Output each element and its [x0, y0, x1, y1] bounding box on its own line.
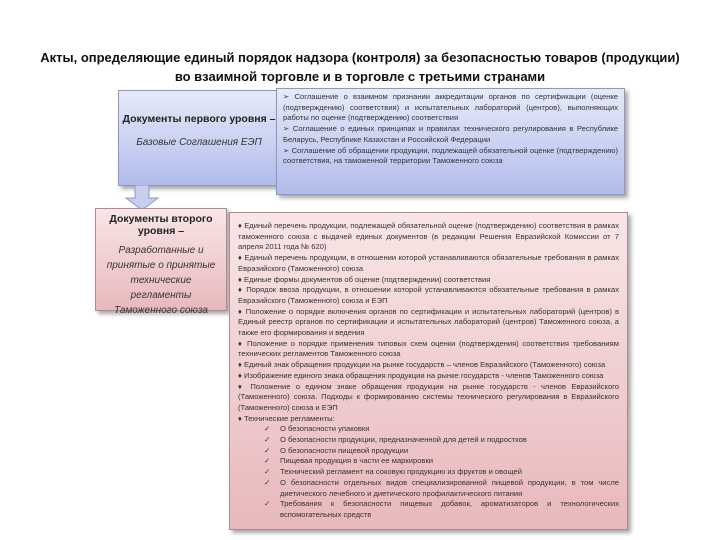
level1-agreements-box	[276, 88, 625, 195]
document-item: ♦ Технические регламенты:	[238, 413, 335, 423]
document-item: ♦ Положение о порядке включения органов по сертификации и испытательных лабораторий (центров) в Единый реестр органов по сертификации и испытательных лабораторий (центров) Таможенного союза, а также его формирования и ведения	[238, 306, 619, 338]
regulation-item: ✓ О безопасности пищевой продукции	[264, 446, 619, 457]
level2-heading: Документы второго уровня –	[109, 213, 213, 237]
document-item: ♦ Положение о едином знаке обращения продукции на рынке государств - членов Евразийского (Таможенного) союза. Подходы к формированию системы технического регулирования в Евразийского (Таможенного) союза и ЕЭП	[238, 381, 619, 412]
document-item: ♦ Единый знак обращения продукции на рынке государств – членов Евразийского (Таможенного) союза	[238, 360, 606, 370]
regulation-item: ✓ О безопасности отдельных видов специализированной пищевой продукции, в том числе диетического лечебного и диетического профилактического питания	[264, 478, 619, 499]
regulation-item: ✓ Требования к безопасности пищевых добавок, ароматизаторов и технологических вспомогательных средств	[264, 499, 619, 520]
regulation-item: ✓ Технический регламент на соковую продукцию из фруктов и овощей	[264, 467, 619, 478]
document-item: ♦ Единый перечень продукции, подлежащей обязательной оценке (подтверждению) соответствия в рамках таможенного союза с выдачей единых документов (в редакции Решения Евразийской Комиссии от 7 апреля 2011 года № 620)	[238, 221, 619, 252]
level2-subtitle: Разработанные и принятые о принятые технические регламенты Таможенного союза	[106, 245, 216, 316]
regulation-item: ✓ О безопасности продукции, предназначенной для детей и подростков	[264, 435, 619, 446]
regulation-item: ✓ Пищевая продукция в части ее маркировки	[264, 456, 619, 467]
document-item: ♦ Единые формы документов об оценке (подтверждении) соответствия	[238, 274, 491, 284]
agreement-item: ➢ Соглашение о взаимном признании аккредитации органов по сертификации (оценке (подтверждению) соответствия) и испытательных лабораторий (центров), выполняющих работы по оценке (подтверждению) соответствия	[283, 92, 618, 123]
document-item: ♦ Изображение единого знака обращения продукции на рынке государств - членов Таможенного союза	[238, 370, 604, 380]
slide-title: Акты, определяющие единый порядок надзора (контроля) за безопасностью товаров (продукции) во взаимной торговле и в торговле с третьими странами	[40, 50, 680, 84]
document-item: ♦ Единый перечень продукции, в отношении которой устанавливаются обязательные требования в рамках Евразийского (Таможенного) союза	[238, 253, 619, 273]
document-item: ♦ Положение о порядке применения типовых схем оценки (подтверждения) соответствия требованиям технических регламентов Таможенного союза	[238, 338, 619, 359]
regulations-list	[238, 424, 619, 520]
level1-heading: Документы первого уровня –	[122, 113, 276, 125]
level1-subtitle: Базовые Соглашения ЕЭП	[136, 137, 262, 148]
level1-label-box	[118, 90, 280, 186]
agreement-item: ➢ Соглашение об обращении продукции, подлежащей обязательной оценке (подтверждению) соответствия, на таможенной территории Таможенного союза	[283, 145, 618, 166]
level2-label-box	[95, 208, 227, 316]
agreement-item: ➢ Соглашение о единых принципах и правилах технического регулирования в Республике Беларусь, Республике Казахстан и Российской Федерации	[283, 124, 618, 144]
level2-documents-box	[229, 212, 628, 530]
regulation-item: ✓ О безопасности упаковки	[264, 424, 619, 435]
document-item: ♦ Порядок ввоза продукции, в отношении которой устанавливаются обязательные требования в рамках Евразийского (Таможенного) союза и ЕЭП	[238, 285, 619, 305]
